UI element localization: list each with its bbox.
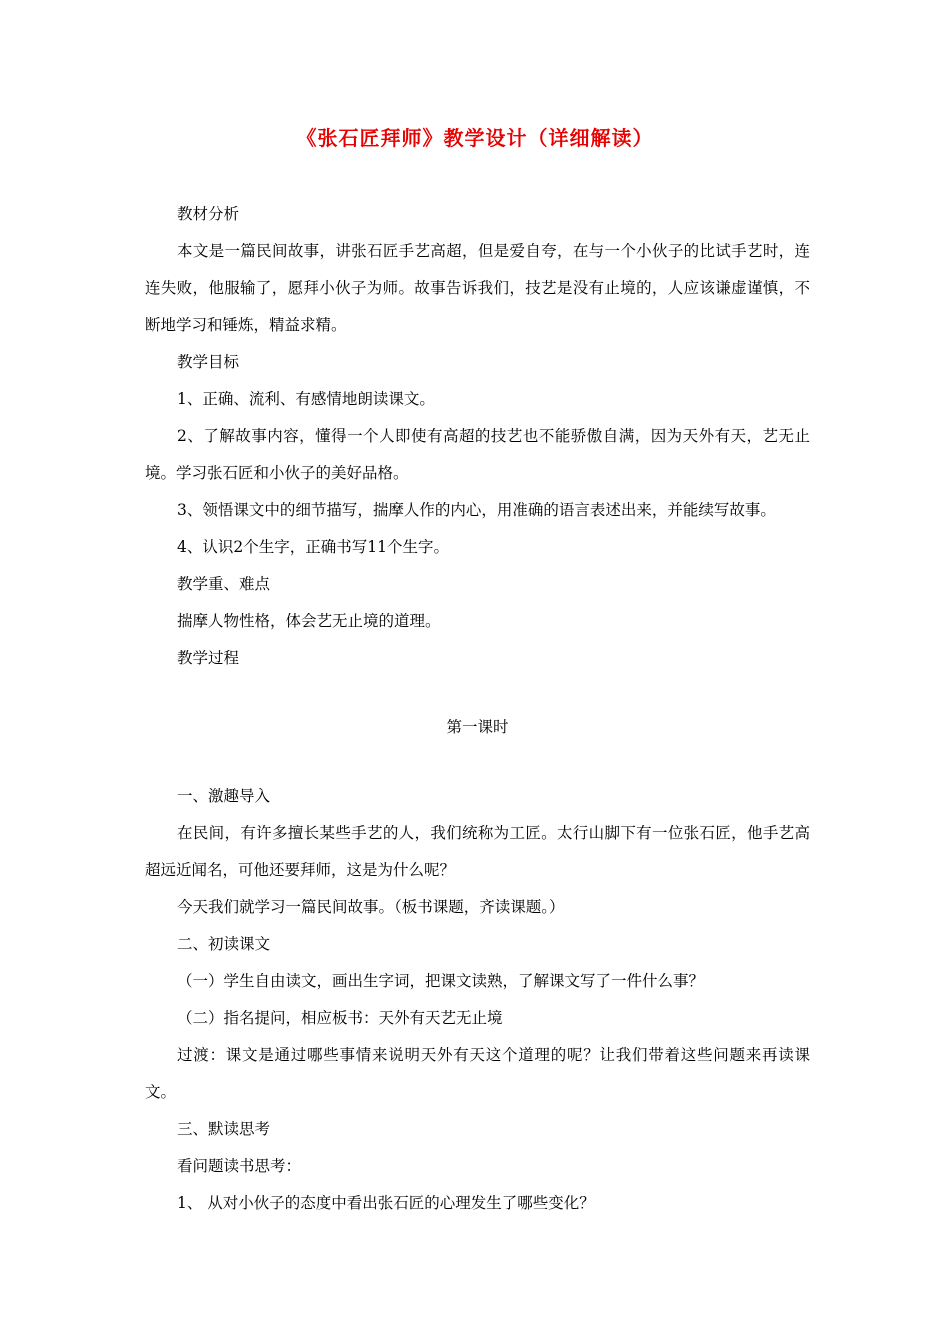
paragraph-key-points: 揣摩人物性格，体会艺无止境的道理。: [177, 612, 441, 630]
paragraph-intro-2: 今天我们就学习一篇民间故事。（板书课题，齐读课题。）: [177, 898, 565, 916]
goal-item-2: 2、了解故事内容，懂得一个人即使有高超的技艺也不能骄傲自满，因为天外有天，艺无止境。学习张石匠和小伙子的美好品格。: [145, 427, 810, 482]
step-heading-intro: 一、激趣导入: [177, 787, 271, 805]
spacer: [145, 677, 810, 709]
paragraph-first-reading-1: （一）学生自由读文，画出生字词，把课文读熟，了解课文写了一件什么事？: [177, 972, 705, 990]
paragraph-intro: 在民间，有许多擅长某些手艺的人，我们统称为工匠。太行山脚下有一位张石匠，他手艺高超远近闻名，可他还要拜师，这是为什么呢？: [145, 824, 810, 879]
goal-item-1: 1、正确、流利、有感情地朗读课文。: [177, 390, 435, 408]
section-heading-teaching-process: 教学过程: [177, 649, 240, 667]
step-heading-first-reading: 二、初读课文: [177, 935, 271, 953]
paragraph-transition: 过渡：课文是通过哪些事情来说明天外有天这个道理的呢？让我们带着这些问题来再读课文。: [145, 1046, 810, 1101]
paragraph-first-reading-2: （二）指名提问，相应板书：天外有天艺无止境: [177, 1009, 503, 1027]
section-heading-teaching-goals: 教学目标: [177, 353, 240, 371]
section-heading-material-analysis: 教材分析: [177, 205, 240, 223]
paragraph-material-analysis: 本文是一篇民间故事，讲张石匠手艺高超，但是爱自夸，在与一个小伙子的比试手艺时，连连失败，他服输了，愿拜小伙子为师。故事告诉我们，技艺是没有止境的，人应该谦虚谨慎，不断地学习和锤炼，精益求精。: [145, 242, 810, 334]
lesson-heading: 第一课时: [446, 718, 509, 736]
question-item-1: 1、 从对小伙子的态度中看出张石匠的心理发生了哪些变化？: [177, 1194, 595, 1212]
document-body: [145, 196, 810, 1222]
goal-item-3: 3、领悟课文中的细节描写，揣摩人作的内心，用准确的语言表述出来，并能续写故事。: [177, 501, 776, 519]
document-title: 《张石匠拜师》教学设计（详细解读）: [296, 126, 654, 150]
step-heading-silent-reading: 三、默读思考: [177, 1120, 271, 1138]
section-heading-key-points: 教学重、难点: [177, 575, 271, 593]
spacer: [145, 746, 810, 778]
goal-item-4: 4、认识2个生字，正确书写11个生字。: [177, 538, 449, 556]
paragraph-questions-intro: 看问题读书思考：: [177, 1157, 302, 1175]
